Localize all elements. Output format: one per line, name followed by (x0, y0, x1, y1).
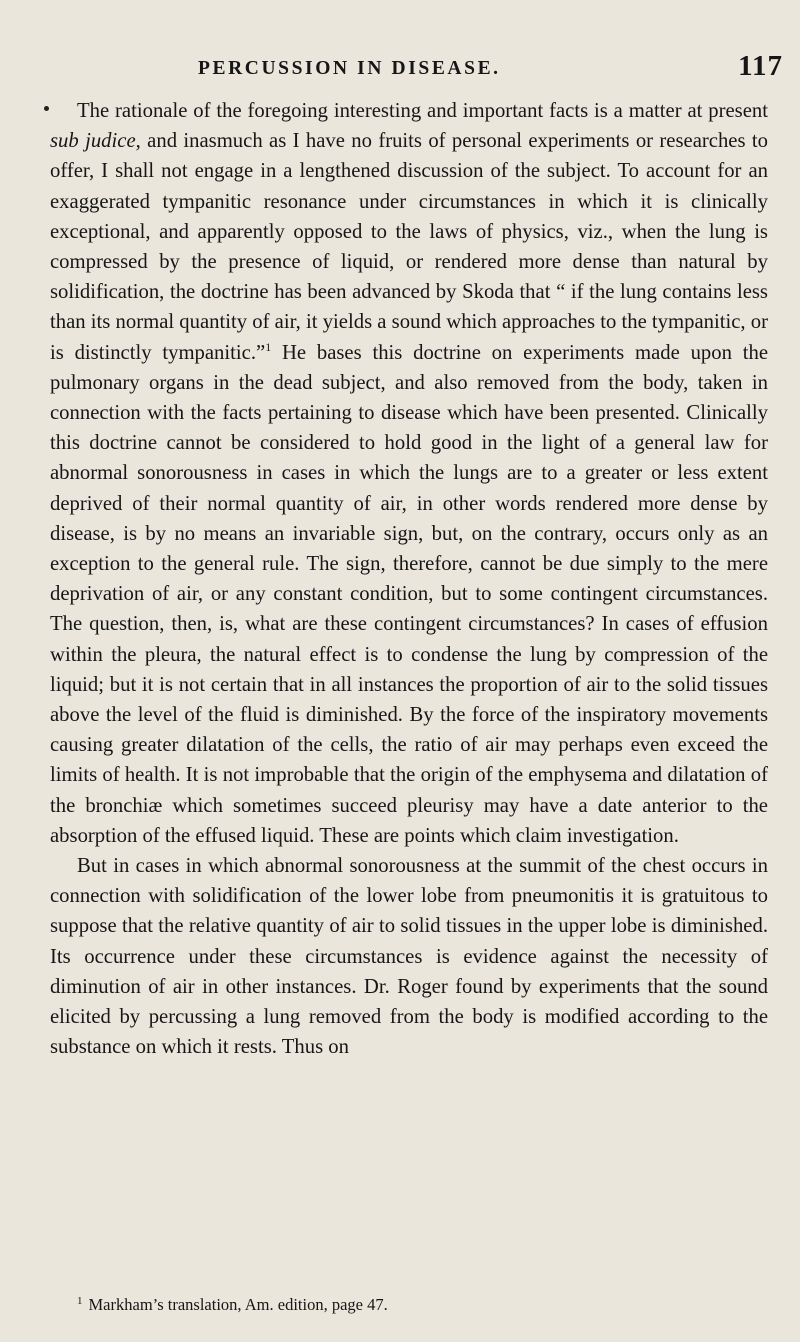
italic-phrase: sub judice (50, 130, 136, 153)
paragraph-2-text: But in cases in which abnormal sonorousness at the summit of the chest occurs in connection with solidification of the lower lobe from pneumonitis it is gratuitous to suppose that the relative quantity of air to solid tissues in the upper lobe is diminished. Its occurrence under these circumstances is evidence against the necessity of diminution of air in other instances. Dr. Roger found by experiments that the sound elicited by percussing a lung removed from the body is modified according to the substance on which it rests. Thus on (50, 855, 768, 1059)
ink-dot-mark (44, 106, 49, 111)
page-number: 117 (738, 50, 783, 82)
paragraph-1-text-a: The rationale of the foregoing interesting and important facts is a matter at present (77, 100, 768, 122)
footnote (77, 1295, 777, 1315)
footnote-text: Markham’s translation, Am. edition, page 47. (88, 1295, 388, 1314)
footnote-reference: 1 (265, 339, 272, 354)
paragraph-1-text-c: He bases this doctrine on experiments made upon the pulmonary organs in the dead subject, and also removed from the body, taken in connection with the facts pertaining to disease which have been presented. Clinically this doctrine cannot be considered to hold good in the light of a general law for abnormal sonorousness in cases in which the lungs are to a greater or less extent deprived of their normal quantity of air, in other words rendered more dense by disease, is by no means an invariable sign, but, on the contrary, occurs only as an exception to the general rule. The sign, therefore, cannot be due simply to the mere deprivation of air, or any constant condition, but to some contingent circumstances. The question, then, is, what are these contingent circumstances? In cases of effusion within the pleura, the natural effect is to condense the lung by compression of the liquid; but it is not certain that in all instances the proportion of air to the solid tissues above the level of the fluid is diminished. By the force of the inspiratory movements causing greater dilatation of the cells, the ratio of air may perhaps even exceed the limits of health. It is not improbable that the origin of the emphysema and dilatation of the bronchiæ which sometimes succeed pleurisy may have a date anterior to the absorption of the effused liquid. These are points which claim investigation. (50, 341, 768, 847)
running-title: PERCUSSION IN DISEASE. (198, 58, 501, 79)
page-header (198, 48, 783, 88)
body-text (50, 96, 768, 1063)
paragraph-1-text-b: , and inasmuch as I have no fruits of personal experiments or researches to offer, I shall not engage in a lengthened discussion of the subject. To account for an exaggerated tympanitic resonance under circumstances in which it is clinically exceptional, and apparently opposed to the laws of physics, viz., when the lung is compressed by the presence of liquid, or rendered more dense than natural by solidification, the doctrine has been advanced by Skoda that “ if the lung contains less than its normal quantity of air, it yields a sound which approaches to the tympanitic, or is distinctly tympanitic.” (50, 130, 768, 364)
footnote-number: 1 (77, 1294, 83, 1307)
paragraph-rationale (50, 96, 768, 851)
paragraph-solidification (50, 851, 768, 1062)
